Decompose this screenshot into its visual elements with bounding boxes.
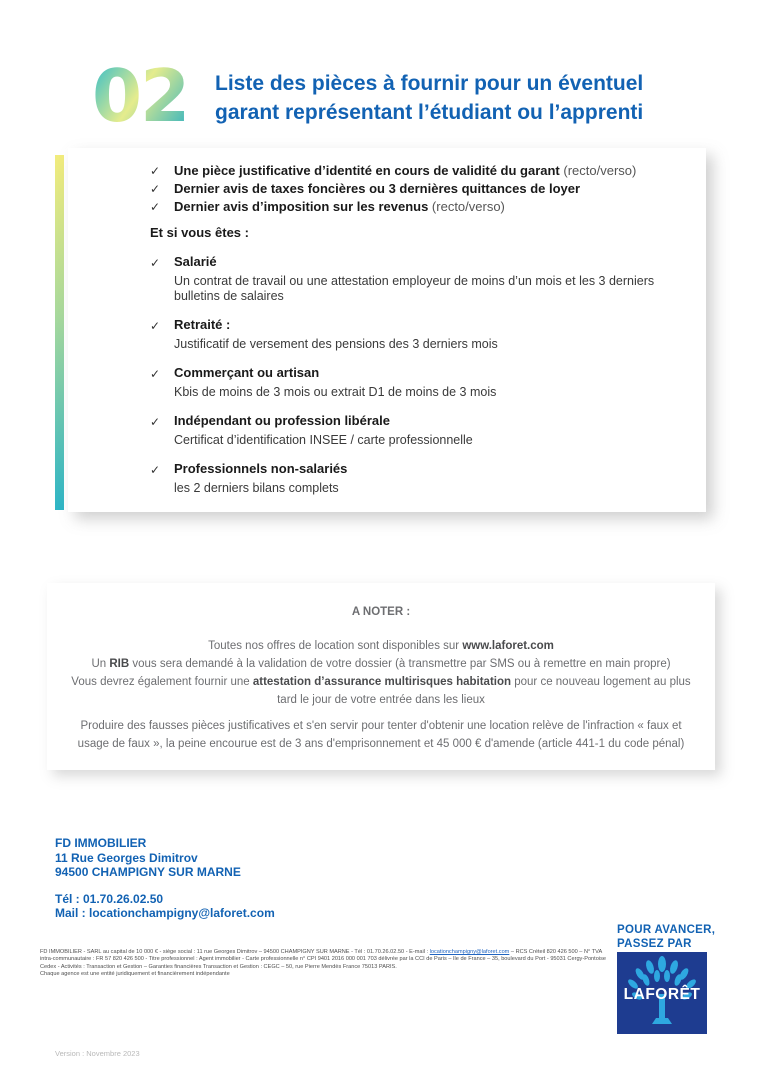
checklist-item-text xyxy=(174,198,505,216)
legal-line3: 35, boulevard du Port - 95031 Cergy-Pontoise Cedex - Activités : Transaction et Gestion – Garanties financières Transaction et Gestion : CEGC – 50, rue Pierre Mendès France 75013 PARIS. xyxy=(40,956,606,970)
laforet-logo xyxy=(617,952,707,1034)
category-item xyxy=(150,317,686,352)
agency-address-line2: 94500 CHAMPIGNY SUR MARNE xyxy=(55,865,241,879)
check-icon: ✓ xyxy=(150,319,161,333)
gradient-accent-bar xyxy=(55,155,64,510)
category-item xyxy=(150,461,686,496)
checklist-item xyxy=(150,162,686,180)
check-icon: ✓ xyxy=(150,415,161,429)
category-label: Commerçant ou artisan xyxy=(174,365,320,380)
section-number: 02 xyxy=(92,54,189,138)
category-description: Certificat d’identification INSEE / carte professionnelle xyxy=(174,433,473,447)
note-paragraph-warning: Produire des fausses pièces justificatives et s'en servir pour tenter d'obtenir une location relève de l'infraction « faux et usage de faux », la peine encourue est de 3 ans d'emprisonnement et 45 000 € d'amende (article 441-1 du code pénal) xyxy=(77,720,685,750)
checklist-item-bold: Une pièce justificative d’identité en cours de validité du garant xyxy=(174,163,560,178)
page-title-line2: garant représentant l’étudiant ou l’apprenti xyxy=(215,100,644,124)
category-label: Indépendant ou profession libérale xyxy=(174,413,390,428)
agency-phone: Tél : 01.70.26.02.50 xyxy=(55,891,164,906)
legal-line4: Chaque agence est une entité juridiquement et financièrement indépendante xyxy=(40,971,230,978)
check-icon: ✓ xyxy=(150,182,161,196)
category-description: Un contrat de travail ou une attestation employeur de moins d’un mois et les 3 derniers bulletins de salaires xyxy=(174,274,655,303)
category-item xyxy=(150,365,686,400)
version-label: Version : Novembre 2023 xyxy=(55,1049,140,1058)
check-icon: ✓ xyxy=(150,164,161,178)
check-icon: ✓ xyxy=(150,256,161,270)
documents-card xyxy=(68,148,706,512)
check-icon: ✓ xyxy=(150,367,161,381)
checklist-item-bold: Dernier avis d’imposition sur les revenus xyxy=(174,199,429,214)
checklist-item-text xyxy=(174,180,580,198)
category-description: les 2 derniers bilans complets xyxy=(174,481,339,495)
legal-text: FD IMMOBILIER - SARL au capital de 10 000 € - siège social : 11 rue Georges Dimitrov – 94500 CHAMPIGNY SUR MARNE - Tél : 01.70.26.02.50 - E-mail : locationchampigny@laforet.com – RCS Créteil 820 426 500 – N° TVA intra-communautaire : FR 57 820 426 500 - Titre professionnel : Agent immobilier - Carte professionnelle n° CPI 9401 2016 000 001 703 délivrée par la CCI de Paris – Ile de France – 35, boulevard du Port - 95031 Cergy-Pontoise Cedex - Activités : Transaction et Gestion – Garanties financières Transaction et Gestion : CEGC – 50, rue Pierre Mendès France 75013 PARIS. Chaque agence est une entité juridiquement et financièrement indépendante xyxy=(40,949,606,978)
category-description: Kbis de moins de 3 mois ou extrait D1 de moins de 3 mois xyxy=(174,385,497,399)
check-icon: ✓ xyxy=(150,463,161,477)
category-item xyxy=(150,413,686,448)
checklist-item xyxy=(150,180,686,198)
category-description: Justificatif de versement des pensions des 3 derniers mois xyxy=(174,337,498,351)
agency-address-line1: 11 Rue Georges Dimitrov xyxy=(55,850,198,865)
note-paragraph-assurance: Vous devrez également fournir une attestation d’assurance multirisques habitation pour ce nouveau logement au plus tard le jour de votre entrée dans les lieux xyxy=(71,676,691,706)
agency-email: Mail : locationchampigny@laforet.com xyxy=(55,906,275,920)
note-paragraph-offers: Toutes nos offres de location sont disponibles sur www.laforet.com xyxy=(208,640,554,652)
note-box xyxy=(47,583,715,770)
checklist-item-suffix: (recto/verso) xyxy=(428,199,505,214)
note-title: A NOTER : xyxy=(351,606,411,618)
category-label: Retraité : xyxy=(174,317,231,332)
legal-email-link[interactable]: locationchampigny@laforet.com xyxy=(429,949,510,955)
category-label: Salarié xyxy=(174,254,217,269)
page-title-line1: Liste des pièces à fournir pour un éventuel xyxy=(215,72,644,95)
category-label: Professionnels non-salariés xyxy=(174,461,348,476)
legal-line2: N° TVA intra-communautaire : FR 57 820 426 500 - Titre professionnel : Agent immobilier - Carte professionnelle n° CPI 9401 2016 000 001 703 délivrée par la CCI de Paris – Ile de France – xyxy=(40,949,602,963)
brand-tagline: POUR AVANCER, PASSEZ PAR xyxy=(617,924,716,950)
intro-label: Et si vous êtes : xyxy=(150,225,249,240)
checklist-item-suffix: (recto/verso) xyxy=(559,163,637,178)
check-icon: ✓ xyxy=(150,200,161,214)
page-title xyxy=(215,70,643,128)
agency-contact-block xyxy=(55,836,275,921)
laforet-logo-text: LAFORÊT xyxy=(623,986,701,1003)
note-paragraph-rib: Un RIB vous sera demandé à la validation de votre dossier (à transmettre par SMS ou à remettre en main propre) xyxy=(91,658,671,670)
checklist-item-text xyxy=(174,162,636,180)
laforet-url-text: www.laforet.com xyxy=(462,640,554,652)
checklist-item xyxy=(150,198,686,216)
checklist-item-bold: Dernier avis de taxes foncières ou 3 dernières quittances de loyer xyxy=(174,181,581,196)
category-item xyxy=(150,254,686,304)
agency-name: FD IMMOBILIER xyxy=(55,836,147,850)
